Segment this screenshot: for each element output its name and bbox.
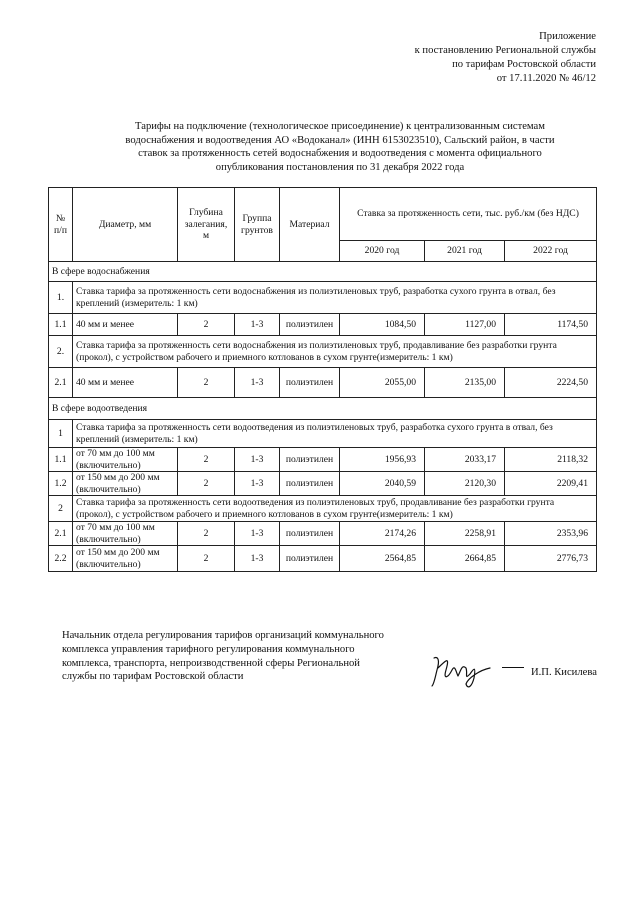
row-value-2022: 2118,32 (505, 448, 597, 472)
row-material: полиэтилен (280, 368, 340, 398)
signer-name: И.П. Кисилева (531, 667, 597, 678)
row-num: 2.1 (49, 522, 73, 546)
table-row (49, 522, 597, 546)
group-row (49, 496, 597, 522)
group-description: Ставка тарифа за протяженность сети водоснабжения из полиэтиленовых труб, разработка сухого грунта в отвал, без креплений (измеритель: 1 км) (73, 282, 597, 314)
row-value-2021: 1127,00 (425, 314, 505, 336)
row-depth: 2 (178, 448, 235, 472)
table-row (49, 546, 597, 572)
handwritten-signature (428, 648, 496, 690)
group-num: 1 (49, 420, 73, 448)
row-depth: 2 (178, 546, 235, 572)
row-num: 1.2 (49, 472, 73, 496)
row-soil-group: 1-3 (235, 546, 280, 572)
row-depth: 2 (178, 472, 235, 496)
footer-line: службы по тарифам Ростовской области (62, 671, 244, 683)
appendix-header (415, 30, 596, 86)
row-soil-group: 1-3 (235, 522, 280, 546)
group-num: 2. (49, 336, 73, 368)
title-line: опубликования постановления по 31 декабря 2022 года (215, 161, 465, 173)
row-value-2022: 1174,50 (505, 314, 597, 336)
footer-line: комплекса управления тарифного регулирования коммунального (62, 643, 355, 655)
section-row-water-supply (49, 262, 597, 282)
row-diameter: 40 мм и менее (73, 368, 178, 398)
row-value-2021: 2135,00 (425, 368, 505, 398)
row-value-2020: 1084,50 (340, 314, 425, 336)
row-material: полиэтилен (280, 314, 340, 336)
section-title: В сфере водоотведения (49, 398, 597, 420)
table-row (49, 448, 597, 472)
row-diameter: от 70 мм до 100 мм (включительно) (73, 522, 178, 546)
row-diameter: от 150 мм до 200 мм (включительно) (73, 472, 178, 496)
header-diameter: Диаметр, мм (73, 188, 178, 262)
row-diameter: 40 мм и менее (73, 314, 178, 336)
group-description: Ставка тарифа за протяженность сети водоотведения из полиэтиленовых труб, разработка сухого грунта в отвал, без креплений (измеритель: 1 км) (73, 420, 597, 448)
row-material: полиэтилен (280, 472, 340, 496)
footer-line: Начальник отдела регулирования тарифов организаций коммунального (62, 630, 384, 641)
table-row (49, 314, 597, 336)
group-row (49, 282, 597, 314)
group-num: 2 (49, 496, 73, 522)
group-num: 1. (49, 282, 73, 314)
table-row (49, 472, 597, 496)
header-rate: Ставка за протяженность сети, тыс. руб./км (без НДС) (340, 188, 597, 241)
title-line: водоснабжения и водоотведения АО «Водоканал» (ИНН 6153023510), Сальский район, в части (125, 134, 555, 146)
row-value-2020: 1956,93 (340, 448, 425, 472)
row-value-2020: 2564,85 (340, 546, 425, 572)
header-num: № п/п (49, 188, 73, 262)
signatory-position (62, 629, 442, 684)
appendix-date: от 17.11.2020 № 46/12 (496, 73, 596, 84)
appendix-line: к постановлению Региональной службы (414, 45, 596, 56)
row-value-2020: 2055,00 (340, 368, 425, 398)
section-row-wastewater (49, 398, 597, 420)
row-value-2021: 2664,85 (425, 546, 505, 572)
row-material: полиэтилен (280, 546, 340, 572)
row-num: 2.2 (49, 546, 73, 572)
header-year-2020: 2020 год (340, 241, 425, 262)
header-depth: Глубина залегания, м (178, 188, 235, 262)
appendix-line: Приложение (539, 31, 596, 42)
section-title: В сфере водоснабжения (49, 262, 597, 282)
row-soil-group: 1-3 (235, 368, 280, 398)
group-row (49, 420, 597, 448)
row-num: 2.1 (49, 368, 73, 398)
title-line: ставок за протяженность сетей водоснабжения и водоотведения с момента официального (138, 148, 542, 160)
table-header-row (49, 188, 597, 241)
row-soil-group: 1-3 (235, 448, 280, 472)
row-value-2022: 2353,96 (505, 522, 597, 546)
document-title (70, 120, 610, 174)
header-year-2022: 2022 год (505, 241, 597, 262)
row-value-2020: 2040,59 (340, 472, 425, 496)
table-row (49, 368, 597, 398)
row-soil-group: 1-3 (235, 472, 280, 496)
row-soil-group: 1-3 (235, 314, 280, 336)
row-value-2020: 2174,26 (340, 522, 425, 546)
header-soil-group: Группа грунтов (235, 188, 280, 262)
footer-line: комплекса, транспорта, непроизводственной сферы Региональной (62, 657, 360, 669)
row-value-2022: 2209,41 (505, 472, 597, 496)
row-num: 1.1 (49, 314, 73, 336)
row-value-2021: 2033,17 (425, 448, 505, 472)
row-material: полиэтилен (280, 448, 340, 472)
row-value-2021: 2258,91 (425, 522, 505, 546)
appendix-line: по тарифам Ростовской области (452, 59, 596, 70)
row-diameter: от 150 мм до 200 мм (включительно) (73, 546, 178, 572)
header-material: Материал (280, 188, 340, 262)
group-description: Ставка тарифа за протяженность сети водоотведения из полиэтиленовых труб, продавливание без разработки грунта (прокол), с устройством рабочего и приемного котлованов в сухом грунте(измеритель: 1 км) (73, 496, 597, 522)
row-value-2021: 2120,30 (425, 472, 505, 496)
row-diameter: от 70 мм до 100 мм (включительно) (73, 448, 178, 472)
signature-dash (502, 667, 524, 668)
row-value-2022: 2776,73 (505, 546, 597, 572)
group-row (49, 336, 597, 368)
header-year-2021: 2021 год (425, 241, 505, 262)
row-value-2022: 2224,50 (505, 368, 597, 398)
row-depth: 2 (178, 314, 235, 336)
title-line: Тарифы на подключение (технологическое присоединение) к централизованным системам (135, 121, 545, 132)
row-num: 1.1 (49, 448, 73, 472)
group-description: Ставка тарифа за протяженность сети водоснабжения из полиэтиленовых труб, продавливание без разработки грунта (прокол), с устройством рабочего и приемного котлованов в сухом грунте(измеритель: 1 км) (73, 336, 597, 368)
row-depth: 2 (178, 522, 235, 546)
row-depth: 2 (178, 368, 235, 398)
row-material: полиэтилен (280, 522, 340, 546)
tariff-table (48, 187, 597, 572)
